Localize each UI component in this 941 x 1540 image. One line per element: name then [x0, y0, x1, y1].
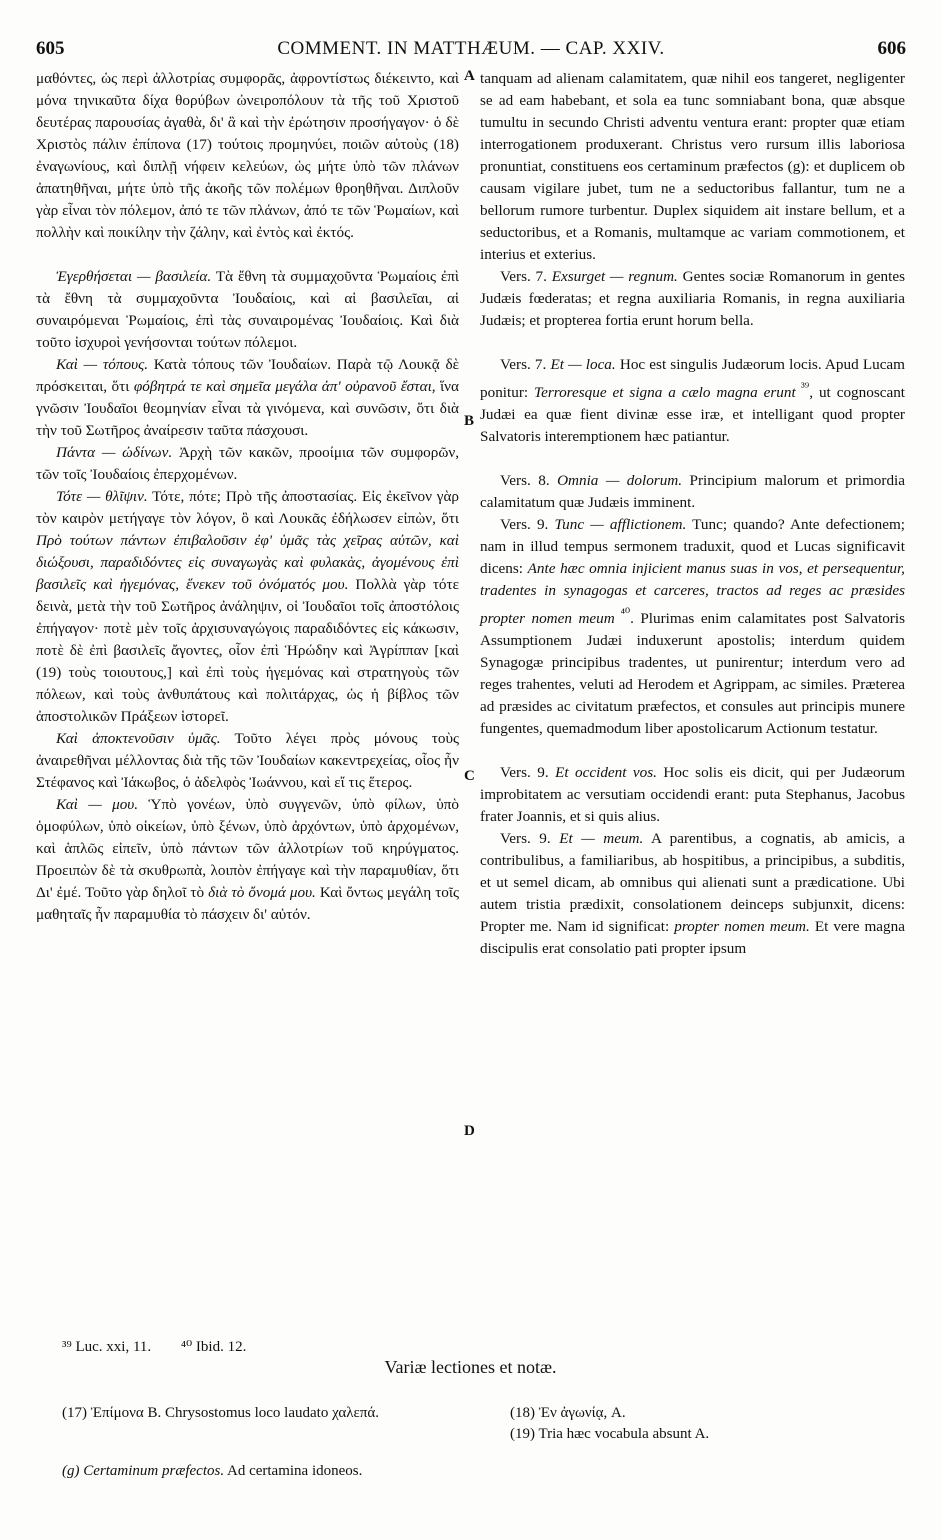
lemma: Tunc — afflictionem.	[554, 516, 687, 534]
footnote-ref: ⁴⁰	[614, 606, 631, 621]
greek-paragraph: Καὶ — τόπους. Κατὰ τόπους τῶν Ἰουδαίων. Παρὰ τῷ Λουκᾷ δὲ πρόσκειται, ὅτι φόβητρά τε καὶ σημεῖα μεγάλα ἀπ' οὐρανοῦ ἔσται, ἵνα γνῶσιν Ἰουδαῖοι θεομηνίαν εἶναι τὰ γινόμενα, καὶ συνῶσιν, ὅτι διὰ τὴν τοῦ Σωτῆρος ἀναίρεσιν ταῦτα πάσχουσι.	[36, 356, 459, 439]
running-title: COMMENT. IN MATTHÆUM. — CAP. XXIV.	[277, 38, 665, 59]
latin-paragraph: Vers. 7. Et — loca. Hoc est singulis Judæorum locis. Apud Lucam ponitur: Terroresque et signa a cælo magna erunt $^{^{39}}$, ut cognoscant Judæi ea quæ fient divinæ esse iræ, et intelligant quod propter Salvatoris interemptionem hæc patiantur.	[480, 356, 906, 446]
quotation: Ante hæc omnia injicient manus suas in vos, et persequentur, tradentes in synagogas et carceres, tractos ad reges ac præsides propter nomen meum	[480, 560, 905, 628]
greek-paragraph: Καὶ — μου. Ὑπὸ γονέων, ὑπὸ συγγενῶν, ὑπὸ φίλων, ὑπὸ ὁμοφύλων, ὑπὸ οἰκείων, ὑπὸ ξένων, ὑπὸ ἀρχόντων, ὑπὸ ἀρχομένων, καὶ ἁπλῶς εἰπεῖν, ὑπὸ πάντων τῶν ἀλλοτρίων τοῦ κηρύγματος. Προειπὼν δὲ τὰ σκυθρωπὰ, λοιπὸν ἐπήγαγε καὶ τὴν παραμυθίαν, ὅτι Δι' ἐμέ. Τοῦτο γὰρ δηλοῖ τὸ διὰ τὸ ὄνομά μου. Καὶ ὄντως μεγάλη τοῖς μαθηταῖς ἦν παραμυθία τὸ πάσχειν δι' αὐτόν.	[36, 796, 460, 923]
greek-paragraph: Καὶ ἀποκτενοῦσιν ὑμᾶς. Τοῦτο λέγει πρὸς μόνους τοὺς ἀναιρεθῆναι μέλλοντας διὰ τῆς τῶν Ἰουδαίων κακεντρεχείας, οἷος ἦν Στέφανος καὶ Ἰάκωβος, ὁ ἀδελφὸς Ἰωάννου, καὶ εἴ τις ἕτερος.	[36, 730, 459, 791]
greek-column	[36, 68, 459, 926]
margin-marker-d: D	[464, 1123, 475, 1139]
greek-paragraph: Τότε — θλῖψιν. Τότε, πότε; Πρὸ τῆς ἀποστασίας. Εἰς ἐκεῖνον γὰρ τὸν καιρὸν μετήγαγε τὸν λόγον, ὃ καὶ Λουκᾶς ἐδήλωσεν εἰπὼν, ὅτι Πρὸ τούτων πάντων ἐπιβαλοῦσιν ἐφ' ὑμᾶς τὰς χεῖρας αὐτῶν, καὶ διώξουσι, παραδιδόντες εἰς συναγωγὰς καὶ φυλακὰς, ἀγομένους ἐπὶ βασιλεῖς καὶ ἡγεμόνας, ἕνεκεν τοῦ ὀνόματός μου. Πολλὰ γὰρ τότε δεινὰ, μετὰ τὴν τοῦ Σωτῆρος ἀνάληψιν, οἱ Ἰουδαῖοι τοῖς ἀποστόλοις ἐπήγαγον· ποτὲ μὲν τοῖς ἀρχισυναγώγοις παραδιδόντες εἰς κάκωσιν, ποτὲ δὲ ἐπὶ βασιλεῖς ἄγοντες, οἷον ἐπὶ Ἡρώδην καὶ Ἀγρίππαν [καὶ (19) τοὺς τοιουτους,] καὶ ἐπὶ τοὺς ἡγεμόνας καὶ στρατηγοὺς τῶν πόλεων, καὶ τοὺς ἀνθυπάτους καὶ πολιτάρχας, ὡς ἡ βίβλος τῶν ἀποστολικῶν Πράξεων ἱστορεῖ.	[36, 488, 460, 725]
margin-marker-a: A	[464, 68, 475, 84]
note-19: (19) Tria hæc vocabula absunt A.	[510, 1426, 710, 1442]
lemma: Καὶ — μου.	[56, 796, 139, 813]
footnote-ref: ³⁹	[795, 380, 810, 394]
greek-paragraph: Ἐγερθήσεται — βασιλεία. Τὰ ἔθνη τὰ συμμαχοῦντα Ῥωμαίοις ἐπὶ τὰ ἔθνη τὰ συμμαχοῦντα Ἰουδαίοις, καὶ αἱ βασιλεῖαι, αἱ συναιρόμεναι Ῥωμαίοις, ἐπὶ τὰς συναιρομένας Ἰουδαίοις. Καὶ διὰ τοῦτο ἰσχυροὶ γενήσονται τούτων πόλεμοι.	[36, 268, 460, 351]
note-18: (18) Ἐν ἀγωνίᾳ, A.	[510, 1405, 626, 1421]
lemma: Καὶ ἀποκτενοῦσιν ὑμᾶς.	[56, 730, 221, 747]
page-number-right: 606	[877, 38, 906, 59]
margin-marker-c: C	[464, 768, 475, 784]
footnote-39: ³⁹ Luc. xxi, 11.	[62, 1339, 152, 1355]
footnote-40: ⁴⁰ Ibid. 12.	[180, 1339, 247, 1355]
lemma: Καὶ — τόπους.	[56, 356, 149, 373]
latin-paragraph: Vers. 8. Omnia — dolorum. Principium malorum et primordia calamitatum quæ Judæis imminent.	[480, 472, 905, 512]
footnote-references	[62, 1337, 272, 1356]
quotation: propter nomen meum.	[674, 918, 810, 936]
greek-paragraph: μαθόντες, ὡς περὶ ἀλλοτρίας συμφορᾶς, ἀφροντίστως διέκειντο, καὶ μόνα τηνικαῦτα δίχα θορύβων ὠνειροπόλουν τὰ τῆς τοῦ Χριστοῦ δευτέρας παρουσίας ἀγαθὰ, δι' ἃ καὶ τὴν ἐρώτησιν προσήγαγον· ὁ δὲ Χριστὸς πάλιν ἐπίπονα (17) τούτοις προμηνύει, ποιῶν αὐτοὺς (18) ἐναγωνίους, καὶ διπλῇ νήφειν κελεύων, ὡς μήτε ὑπὸ τῶν πλάνων ἀπατηθῆναι, μήτε ὑπὸ τῆς ἀκοῆς τῶν πολέμων θροηθῆναι. Διπλοῦν γὰρ εἶναι τὸν πόλεμον, ἀπό τε τῶν πλάνων, ἀπό τε τῶν Ῥωμαίων, καὶ πολλὴν καὶ ποικίλην τὴν ζάλην, καὶ ἐντὸς καὶ ἐκτός.	[36, 70, 459, 241]
greek-paragraph: Πάντα — ὠδίνων. Ἀρχὴ τῶν κακῶν, προοίμια τῶν συμφορῶν, τῶν τοῖς Ἰουδαίοις ἐπερχομένων.	[36, 444, 459, 483]
lemma: Et — meum.	[559, 830, 644, 848]
note-17: (17) Ἐπίμονα B. Chrysostomus loco laudato χαλεπά.	[62, 1405, 380, 1421]
quotation: Πρὸ τούτων πάντων ἐπιβαλοῦσιν ἐφ' ὑμᾶς τὰς χεῖρας αὐτῶν, καὶ διώξουσι, παραδιδόντες εἰς συναγωγὰς καὶ φυλακὰς, ἀγομένους ἐπὶ βασιλεῖς καὶ ἡγεμόνας, ἕνεκεν τοῦ ὀνόματός μου.	[36, 532, 459, 593]
quotation: φόβητρά τε καὶ σημεῖα μεγάλα ἀπ' οὐρανοῦ ἔσται,	[133, 378, 436, 395]
lemma: Exsurget — regnum.	[551, 268, 678, 285]
note-g	[62, 1463, 362, 1480]
quotation: διὰ τὸ ὄνομά μου.	[208, 884, 316, 901]
lemma: Ἐγερθήσεται — βασιλεία.	[56, 268, 212, 285]
latin-paragraph: Vers. 7. Exsurget — regnum. Gentes sociæ Romanorum in gentes Judæis fœderatas; et regna auxiliaria Romanis, in regna auxiliaria Judæis; et propterea fortia erunt horum bella.	[480, 268, 906, 329]
quotation: Terroresque et signa a cælo magna erunt	[534, 384, 796, 402]
lemma: Omnia — dolorum.	[557, 472, 683, 490]
page-header	[36, 38, 906, 62]
note-g-label: (g) Certaminum præfectos.	[62, 1463, 225, 1479]
latin-paragraph: Vers. 9. Tunc — afflictionem. Tunc; quando? Ante defectionem; nam in illud tempus sermonem traduxit, quod et Lucas significavit dicens: Ante hæc omnia injicient manus suas in vos, et persequentur, tradentes in synagogas et carceres, tractos ad reges ac præsides propter nomen meum $^{^{40}}$. Plurimas enim calamitates post Salvatoris Assumptionem Judæi induxerunt apostolis; interdum quidem Synagogæ principibus tradentes, ut punirentur; interdum vero ad reges trahentes, veluti ad Herodem et Agrippam, ac similes. Præterea ad præsides ac civitatum præfectos, et consules aut principis munere fungentes, quemadmodum liber apostolicarum Actionum testatur.	[480, 516, 905, 738]
note-g-text: Ad certamina idoneos.	[224, 1463, 363, 1479]
lemma: Τότε — θλῖψιν.	[56, 488, 148, 505]
latin-column	[480, 68, 905, 960]
latin-paragraph: tanquam ad alienam calamitatem, quæ nihil eos tangeret, negligenter se ad eam habebant, et sola ea tunc somniabant bona, quæ absque tumultu in secundo Christi adventu ventura erant: propter quæ etiam interrogationem produxerant. Christus vero rursum illis laboriosa pronuntiat, constituens eos certaminum præfectos (g): et duplicem ob causam vigilare jubet, tum ne a seductoribus fallantur, tum ne a bellorum rumore turbentur. Duplex siquidem ait instare bellum, et a seductoribus, et a Romanis, multamque ac variam commotionem, et interius et exterius.	[480, 70, 905, 263]
latin-paragraph: Vers. 9. Et occident vos. Hoc solis eis dicit, qui per Judæorum improbitatem ac versutiam occidendi erant: puta Stephanus, Jacobus frater Joannis, et si quis alius.	[480, 764, 906, 826]
lemma: Et occident vos.	[555, 764, 657, 782]
lemma: Et — loca.	[550, 356, 616, 373]
page-number-left: 605	[36, 38, 65, 59]
notes-right-column	[510, 1403, 900, 1445]
margin-marker-b: B	[464, 413, 475, 429]
notes-title: Variæ lectiones et notæ.	[384, 1357, 557, 1377]
lemma: Πάντα — ὠδίνων.	[56, 444, 173, 461]
notes-left-column	[62, 1403, 447, 1424]
latin-paragraph: Vers. 9. Et — meum. A parentibus, a cognatis, ab amicis, a contribulibus, a familiaribus, ab hospitibus, a principibus, a subditis, et ut semel dicam, ab omnibus qui alienati sunt a prædicatione. Ubi autem tristia prædixit, consolationem deinceps subjunxit, dicens: Propter me. Nam id significat: propter nomen meum. Et vere magna discipulis erat consolatio pati propter ipsum	[480, 830, 905, 958]
